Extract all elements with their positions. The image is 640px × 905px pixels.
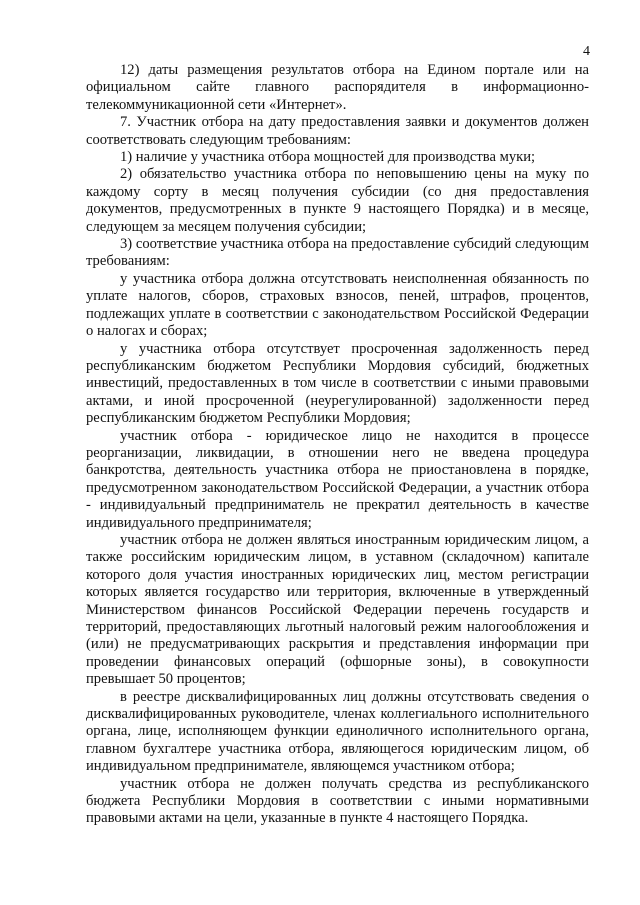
paragraph-item-12: 12) даты размещения результатов отбора на Едином портале или на официальном сайте главного распорядителя в информационно-телекоммуникационной сети «Интернет». xyxy=(86,62,589,113)
paragraph-foreign-entity: участник отбора не должен являться иностранным юридическим лицом, а также российским юридическим лицом, в уставном (складочном) капитале которого доля участия иностранных юридических лиц, местом регистрации которых является государство или территория, включенные в утвержденный Министерством финансов Российской Федерации перечень государств и территорий, предоставляющих льготный налоговый режим налогообложения и (или) не предусматривающих раскрытия и представления информации при проведении финансовых операций (офшорные зоны), в совокупности превышает 50 процентов; xyxy=(86,531,589,688)
paragraph-disqualified-registry: в реестре дисквалифицированных лиц должны отсутствовать сведения о дисквалифицированных руководителе, членах коллегиального исполнительного органа, лице, исполняющем функции единоличного исполнительного органа, главном бухгалтере участника отбора, являющегося юридическим лицом, об индивидуальном предпринимателе, являющемся участником отбора; xyxy=(86,688,589,775)
paragraph-requirement-3: 3) соответствие участника отбора на предоставление субсидий следующим требованиям: xyxy=(86,236,589,270)
paragraph-section-7: 7. Участник отбора на дату предоставления заявки и документов должен соответствовать следующим требованиям: xyxy=(86,114,589,148)
paragraph-debt: у участника отбора отсутствует просроченная задолженность перед республиканским бюджетом Республики Мордовия субсидий, бюджетных инвестиций, предоставленных в том числе в соответствии с иными правовыми актами, и иной просроченной (неурегулированной) задолженности перед республиканским бюджетом Республики Мордовия; xyxy=(86,340,589,427)
paragraph-taxes: у участника отбора должна отсутствовать неисполненная обязанность по уплате налогов, сборов, страховых взносов, пеней, штрафов, процентов, подлежащих уплате в соответствии с законодательством Российской Федерации о налогах и сборах; xyxy=(86,270,589,340)
paragraph-requirement-1: 1) наличие у участника отбора мощностей для производства муки; xyxy=(120,149,536,166)
page-number: 4 xyxy=(583,44,590,59)
document-body xyxy=(86,62,589,828)
paragraph-reorganization: участник отбора - юридическое лицо не находится в процессе реорганизации, ликвидации, в отношении него не введена процедура банкротства, деятельность участника отбора не приостановлена в порядке, предусмотренном законодательством Российской Федерации, а участник отбора - индивидуальный предприниматель не прекратил деятельность в качестве индивидуального предпринимателя; xyxy=(86,427,589,531)
paragraph-requirement-2: 2) обязательство участника отбора по неповышению цены на муку по каждому сорту в месяц получения субсидии (со дня предоставления документов, предусмотренных в пункте 9 настоящего Порядка) и в месяце, следующем за месяцем получения субсидии; xyxy=(86,166,589,235)
paragraph-budget-funds: участник отбора не должен получать средства из республиканского бюджета Республики Мордовия в соответствии с иными нормативными правовыми актами на цели, указанные в пункте 4 настоящего Порядка. xyxy=(86,775,589,827)
